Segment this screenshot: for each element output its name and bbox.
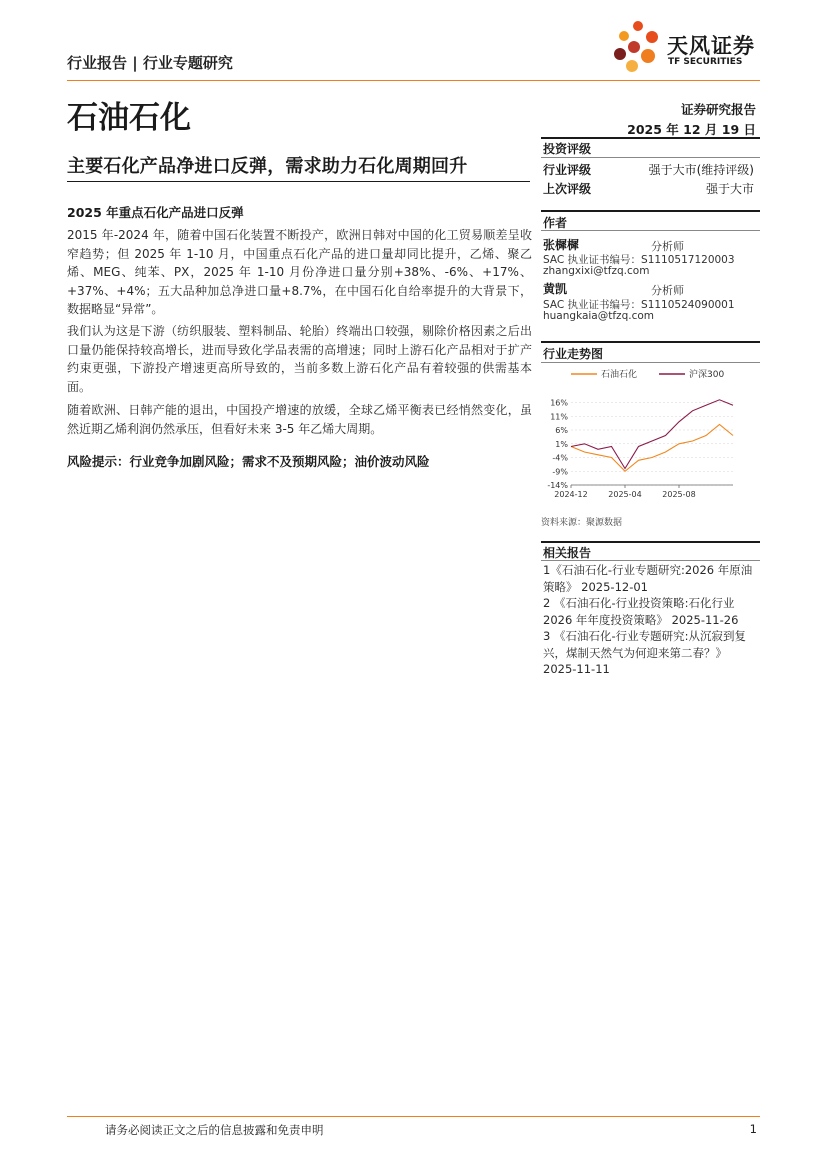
y-tick-label: 11% (550, 412, 568, 422)
tf-logo-icon (612, 20, 664, 74)
author-email-2[interactable]: huangkaia@tfzq.com (543, 310, 654, 322)
related-report-3[interactable]: 3 《石油石化-行业专题研究:从沉寂到复兴，煤制天然气为何迎来第二春？》 2025-11-11 (543, 629, 746, 676)
author-title: 作者 (543, 216, 568, 230)
x-tick-label: 2025-08 (662, 490, 696, 499)
legend-label-0: 石油石化 (601, 370, 638, 380)
related-subdivider (541, 560, 760, 561)
page-number: 1 (749, 1122, 757, 1136)
author-cert-2: SAC 执业证书编号：S1110524090001 (543, 299, 735, 311)
footer-disclaimer: 请务必阅读正文之后的信息披露和免责申明 (105, 1123, 324, 1137)
trend-divider (541, 341, 760, 343)
rating-title: 投资评级 (543, 142, 592, 156)
header-divider (67, 80, 760, 81)
rating-row-previous: 上次评级 强于大市 (543, 182, 754, 196)
headline-divider (67, 181, 530, 182)
related-title: 相关报告 (543, 546, 592, 560)
rating-subdivider (541, 157, 760, 158)
x-tick-label: 2025-04 (608, 490, 642, 499)
y-tick-label: -14% (547, 481, 568, 490)
related-divider (541, 541, 760, 543)
section-heading: 2025 年重点石化产品进口反弹 (67, 205, 244, 220)
rating-divider (541, 137, 760, 139)
author-subdivider (541, 230, 760, 231)
paragraph-3: 随着欧洲、日韩产能的退出，中国投产增速的放缓，全球乙烯平衡表已经悄然变化，虽然近期乙烯利润仍然承压，但看好未来 3-5 年乙烯大周期。 (67, 403, 532, 436)
y-tick-label: 16% (550, 398, 568, 408)
rating-row-current: 行业评级 强于大市(维持评级) (543, 163, 754, 177)
report-date: 2025 年 12 月 19 日 (627, 122, 756, 137)
industry-title: 石油石化 (67, 100, 191, 136)
y-tick-label: 1% (555, 439, 568, 449)
y-tick-label: -4% (552, 453, 568, 463)
footer-divider (67, 1116, 760, 1117)
x-tick-label: 2024-12 (554, 490, 588, 499)
related-report-2[interactable]: 2 《石油石化-行业投资策略:石化行业 2026 年年度投资策略》 2025-11-26 (543, 596, 739, 627)
paragraph-1: 2015 年-2024 年，随着中国石化装置不断投产，欧洲日韩对中国的化工贸易顺差呈收窄趋势；但 2025 年 1-10 月，中国重点石化产品的进口量却同比提升，乙烯、聚乙烯、MEG、纯苯、PX，2025 年 1-10 月份净进口量分别+38%、-6%、+17%、+37%、+4%；五大品种加总净进口量+8.7%，在中国石化自给率提升的大背景下，数据略显“异常”。 (67, 228, 532, 317)
industry-trend-chart (541, 364, 760, 504)
risk-warning: 风险提示：行业竞争加剧风险；需求不及预期风险；油价波动风险 (67, 454, 430, 469)
trend-subdivider (541, 362, 760, 363)
legend-label-1: 沪深300 (689, 370, 725, 380)
y-tick-label: 6% (555, 426, 568, 435)
logo-subtext: TF SECURITIES (668, 57, 743, 67)
headline: 主要石化产品净进口反弹，需求助力石化周期回升 (67, 156, 468, 177)
paragraph-2: 我们认为这是下游（纺织服装、塑料制品、轮胎）终端出口较强，剔除价格因素之后出口量仍能保持较高增长，进而导致化学品表需的高增速；同时上游石化产品相对于扩产约束更强，下游投产增速更高所导致的，当前多数上游石化产品有着较强的供需基本面。 (67, 324, 532, 394)
author-name-1: 张樨樨 (543, 238, 580, 252)
series-line-1 (571, 400, 733, 469)
related-report-1[interactable]: 1《石油石化-行业专题研究:2026 年原油策略》 2025-12-01 (543, 563, 753, 594)
author-cert-1: SAC 执业证书编号：S1110517120003 (543, 254, 735, 266)
author-name-2: 黄凯 (543, 282, 568, 296)
report-type-label: 行业报告 | 行业专题研究 (67, 54, 233, 72)
chart-source: 资料来源：聚源数据 (541, 518, 623, 528)
author-role-2: 分析师 (651, 284, 684, 297)
trend-title: 行业走势图 (543, 347, 604, 361)
y-tick-label: -9% (552, 467, 568, 477)
logo-text: 天风证券 (667, 34, 755, 58)
author-divider (541, 210, 760, 212)
report-kind: 证券研究报告 (680, 102, 756, 117)
author-role-1: 分析师 (651, 240, 684, 253)
author-email-1[interactable]: zhangxixi@tfzq.com (543, 265, 650, 277)
